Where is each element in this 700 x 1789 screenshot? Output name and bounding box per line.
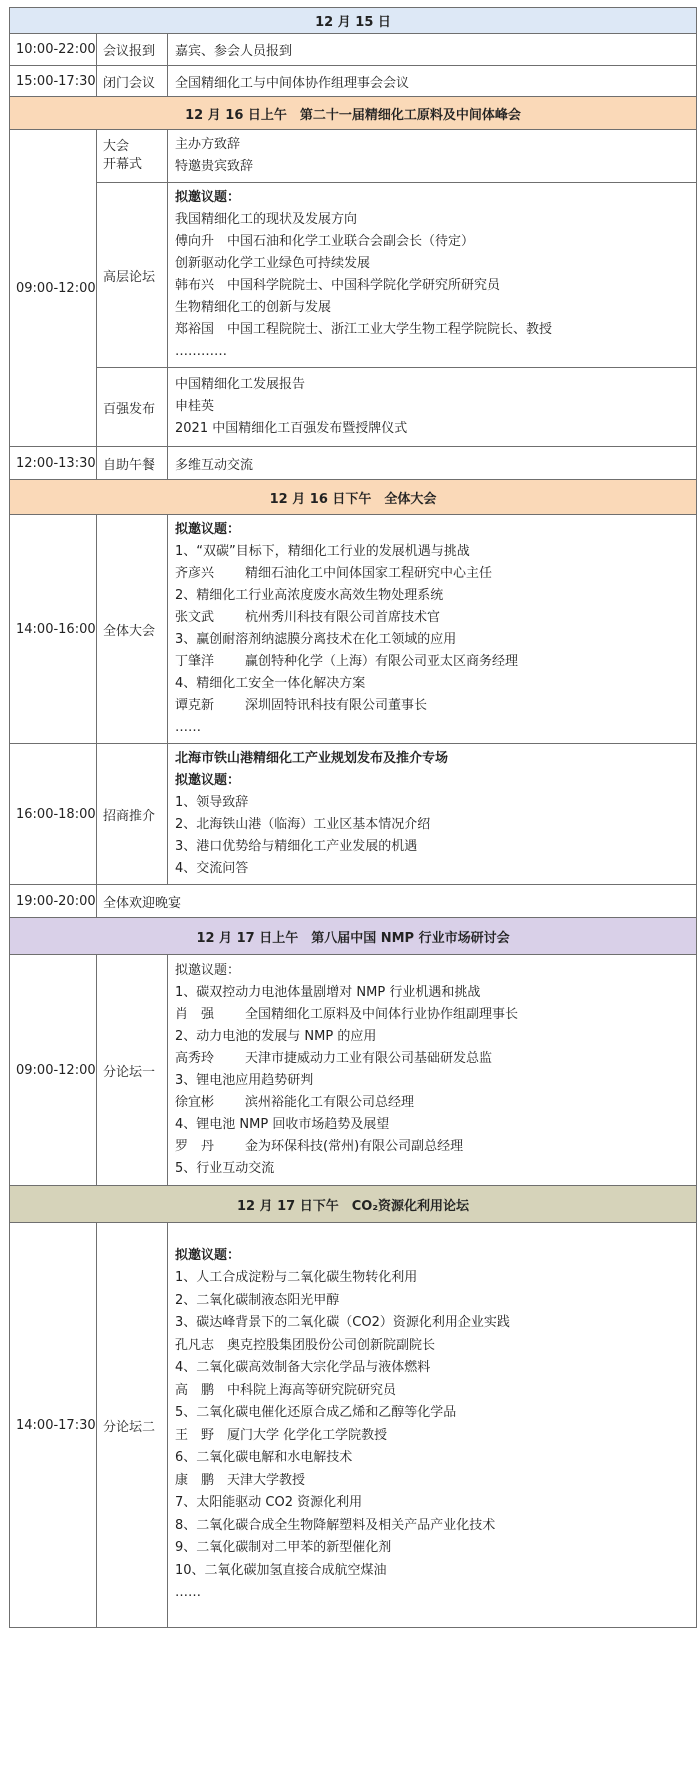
day-header: 12 月 15 日 — [10, 8, 697, 34]
topic-line: …… — [175, 1585, 201, 1601]
session-cell: 百强发布 — [97, 368, 168, 447]
time-cell: 09:00-12:00 — [10, 955, 97, 1186]
speaker-name: 肖 强 — [175, 1007, 215, 1022]
agenda-row — [10, 515, 697, 744]
agenda-row — [10, 744, 697, 885]
topic-line: 3、赢创耐溶剂纳滤膜分离技术在化工领域的应用 — [175, 632, 457, 647]
topic-line: 4、锂电池 NMP 回收市场趋势及展望 — [175, 1117, 390, 1132]
content-line: 4、交流问答 — [175, 861, 249, 876]
speaker-line — [175, 231, 696, 253]
agenda-row — [10, 885, 697, 918]
topic-line: 3、碳达峰背景下的二氧化碳（CO2）资源化利用企业实践 — [175, 1315, 510, 1331]
session-cell: 全体大会 — [97, 515, 168, 744]
speaker-line — [175, 651, 696, 673]
speaker-role: 精细石油化工中间体国家工程研究中心主任 — [245, 566, 493, 581]
content-cell: 全国精细化工与中间体协作组理事会会议 — [168, 66, 697, 97]
speaker-role: 中国科学院院士、中国科学院化学研究所研究员 — [227, 278, 501, 293]
agenda-table — [9, 7, 697, 1628]
session-line: 大会 — [103, 139, 130, 154]
agenda-row — [10, 368, 697, 447]
speaker-role: 赢创特种化学（上海）有限公司亚太区商务经理 — [245, 654, 519, 669]
topic-line: 2、精细化工行业高浓度废水高效生物处理系统 — [175, 588, 444, 603]
day-header: 12 月 16 日下午 全体大会 — [10, 480, 697, 515]
speaker-line — [175, 1092, 696, 1114]
content-line: 申桂英 — [175, 399, 215, 414]
agenda-row — [10, 447, 697, 480]
day-header: 12 月 16 日上午 第二十一届精细化工原料及中间体峰会 — [10, 97, 697, 130]
speaker-role: 中科院上海高等研究院研究员 — [227, 1382, 397, 1398]
day-header-row — [10, 1186, 697, 1223]
speaker-name: 高秀玲 — [175, 1051, 215, 1066]
content-cell — [168, 368, 697, 447]
agenda-row — [10, 183, 697, 368]
topic-line: 5、行业互动交流 — [175, 1161, 275, 1176]
speaker-name: 郑裕国 — [175, 322, 215, 337]
time-cell: 15:00-17:30 — [10, 66, 97, 97]
speaker-role: 杭州秀川科技有限公司首席技术官 — [245, 610, 441, 625]
content-line: 2021 中国精细化工百强发布暨授牌仪式 — [175, 421, 408, 436]
content-cell: 多维互动交流 — [168, 447, 697, 480]
topics-heading: 拟邀议题： — [175, 190, 241, 205]
topic-line: 我国精细化工的现状及发展方向 — [175, 212, 358, 227]
topic-line: 10、二氧化碳加氢直接合成航空煤油 — [175, 1562, 387, 1578]
time-cell: 09:00-12:00 — [10, 130, 97, 447]
speaker-name: 齐彦兴 — [175, 566, 215, 581]
speaker-role: 天津大学教授 — [227, 1472, 306, 1488]
session-cell: 闭门会议 — [97, 66, 168, 97]
topics-list — [175, 541, 696, 739]
session-cell: 分论坛二 — [97, 1223, 168, 1628]
speaker-name: 高 鹏 — [175, 1382, 215, 1398]
speaker-name: 罗 丹 — [175, 1139, 215, 1154]
content-line: 2、北海铁山港（临海）工业区基本情况介绍 — [175, 817, 431, 832]
topic-line: 6、二氧化碳电解和水电解技术 — [175, 1450, 353, 1466]
time-cell: 16:00-18:00 — [10, 744, 97, 885]
invest-title: 北海市铁山港精细化工产业规划发布及推介专场 — [175, 751, 449, 766]
agenda-row — [10, 34, 697, 66]
topic-line: ………… — [175, 344, 227, 359]
speaker-line — [175, 275, 696, 297]
session-cell: 分论坛一 — [97, 955, 168, 1186]
speaker-line — [175, 1004, 696, 1026]
content-cell — [168, 1223, 697, 1628]
agenda-row — [10, 955, 697, 1186]
speaker-role: 金为环保科技(常州)有限公司副总经理 — [245, 1139, 464, 1154]
speaker-role: 滨州裕能化工有限公司总经理 — [245, 1095, 415, 1110]
content-cell — [168, 515, 697, 744]
topic-line: 1、人工合成淀粉与二氧化碳生物转化利用 — [175, 1270, 418, 1286]
speaker-role: 厦门大学 化学化工学院教授 — [227, 1427, 388, 1443]
content-line: 1、领导致辞 — [175, 795, 249, 810]
time-cell: 14:00-16:00 — [10, 515, 97, 744]
speaker-line — [175, 319, 696, 341]
time-cell: 14:00-17:30 — [10, 1223, 97, 1628]
topic-line: 1、“双碳”目标下，精细化工行业的发展机遇与挑战 — [175, 544, 470, 559]
speaker-role: 深圳固特讯科技有限公司董事长 — [245, 698, 428, 713]
speaker-role: 中国石油和化学工业联合会副会长（待定） — [227, 234, 475, 249]
topics-heading: 拟邀议题： — [175, 963, 241, 978]
speaker-role: 天津市捷威动力工业有限公司基础研发总监 — [245, 1051, 493, 1066]
speaker-name: 丁肇洋 — [175, 654, 215, 669]
topic-line: …… — [175, 720, 201, 735]
agenda-row — [10, 1223, 697, 1628]
content-line: 特邀贵宾致辞 — [175, 159, 254, 174]
day-header: 12 月 17 日上午 第八届中国 NMP 行业市场研讨会 — [10, 918, 697, 955]
speaker-line — [175, 1380, 696, 1403]
topics-list — [175, 1267, 696, 1605]
day-header-row — [10, 480, 697, 515]
speaker-name: 韩布兴 — [175, 278, 215, 293]
topic-line: 4、二氧化碳高效制备大宗化学品与液体燃料 — [175, 1360, 431, 1376]
speaker-line — [175, 1136, 696, 1158]
topics-list — [175, 209, 696, 363]
speaker-role: 中国工程院院士、浙江工业大学生物工程学院院长、教授 — [227, 322, 553, 337]
session-cell: 招商推介 — [97, 744, 168, 885]
content-line: 中国精细化工发展报告 — [175, 377, 306, 392]
speaker-name: 谭克新 — [175, 698, 215, 713]
speaker-name: 傅向升 — [175, 234, 215, 249]
speaker-name: 张文武 — [175, 610, 215, 625]
topics-heading: 拟邀议题： — [175, 1248, 241, 1264]
topic-line: 2、动力电池的发展与 NMP 的应用 — [175, 1029, 377, 1044]
time-cell: 10:00-22:00 — [10, 34, 97, 66]
topic-line: 生物精细化工的创新与发展 — [175, 300, 332, 315]
topics-heading: 拟邀议题： — [175, 773, 241, 788]
topic-line: 4、精细化工安全一体化解决方案 — [175, 676, 366, 691]
content-cell: 嘉宾、参会人员报到 — [168, 34, 697, 66]
speaker-line — [175, 1335, 696, 1358]
speaker-line — [175, 563, 696, 585]
time-cell: 12:00-13:30 — [10, 447, 97, 480]
content-cell — [168, 183, 697, 368]
topic-line: 1、碳双控动力电池体量剧增对 NMP 行业机遇和挑战 — [175, 985, 481, 1000]
topic-line: 9、二氧化碳制对二甲苯的新型催化剂 — [175, 1540, 392, 1556]
topics-list — [175, 982, 696, 1180]
topic-line: 7、太阳能驱动 CO2 资源化利用 — [175, 1495, 363, 1511]
topic-line: 创新驱动化学工业绿色可持续发展 — [175, 256, 371, 271]
speaker-line — [175, 1048, 696, 1070]
day-header-row — [10, 918, 697, 955]
agenda-row — [10, 66, 697, 97]
topic-line: 2、二氧化碳制液态阳光甲醇 — [175, 1292, 340, 1308]
day-header-row — [10, 97, 697, 130]
content-line: 3、港口优势给与精细化工产业发展的机遇 — [175, 839, 418, 854]
day-header-row — [10, 8, 697, 34]
session-cell: 自助午餐 — [97, 447, 168, 480]
speaker-name: 徐宜彬 — [175, 1095, 215, 1110]
speaker-line — [175, 1470, 696, 1493]
content-cell — [168, 955, 697, 1186]
speaker-line — [175, 1425, 696, 1448]
speaker-name: 康 鹏 — [175, 1472, 215, 1488]
content-cell — [168, 130, 697, 183]
agenda-row — [10, 130, 697, 183]
session-line: 开幕式 — [103, 157, 143, 172]
session-cell — [97, 130, 168, 183]
session-cell: 高层论坛 — [97, 183, 168, 368]
topic-line: 3、锂电池应用趋势研判 — [175, 1073, 314, 1088]
content-cell — [168, 744, 697, 885]
time-cell: 19:00-20:00 — [10, 885, 97, 918]
topic-line: 5、二氧化碳电催化还原合成乙烯和乙醇等化学品 — [175, 1405, 457, 1421]
day-header: 12 月 17 日下午 CO₂资源化利用论坛 — [10, 1186, 697, 1223]
topics-heading: 拟邀议题： — [175, 522, 241, 537]
content-line: 主办方致辞 — [175, 137, 241, 152]
speaker-role: 全国精细化工原料及中间体行业协作组副理事长 — [245, 1007, 519, 1022]
topic-line: 8、二氧化碳合成全生物降解塑料及相关产品产业化技术 — [175, 1517, 496, 1533]
speaker-line — [175, 607, 696, 629]
speaker-name: 王 野 — [175, 1427, 215, 1443]
speaker-line — [175, 695, 696, 717]
session-cell: 会议报到 — [97, 34, 168, 66]
speaker-name: 孔凡志 — [175, 1337, 215, 1353]
content-cell: 全体欢迎晚宴 — [97, 885, 697, 918]
speaker-role: 奥克控股集团股份公司创新院副院长 — [227, 1337, 436, 1353]
